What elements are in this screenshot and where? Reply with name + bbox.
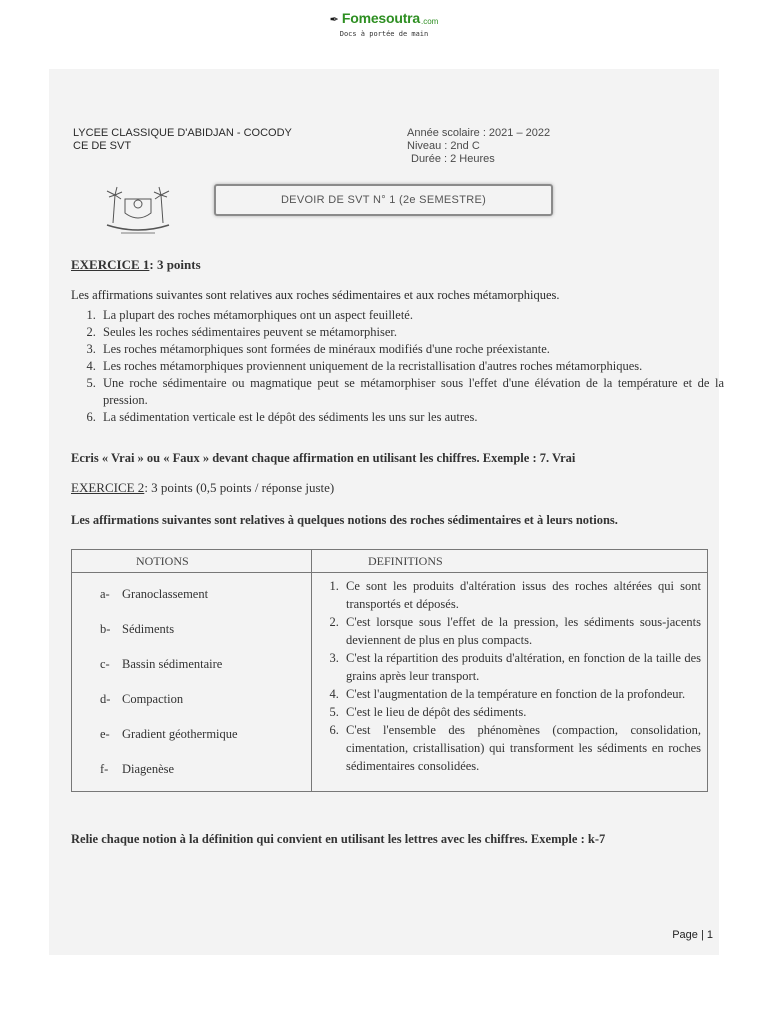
list-item: 6. La sédimentation verticale est le dépôt des sédiments les uns sur les autres. [99, 409, 724, 426]
exam-title: DEVOIR DE SVT N° 1 (2e SEMESTRE) [214, 184, 553, 216]
coat-of-arms-icon [101, 181, 175, 241]
list-item [100, 752, 305, 787]
notion-text: Sédiments [122, 622, 175, 636]
list-item: 2. C'est lorsque sous l'effet de la pression, les sédiments sous-jacents deviennent de plus en plus compacts. [342, 613, 701, 649]
school-year: Année scolaire : 2021 – 2022 [407, 127, 551, 139]
exercise1-instruction: Ecris « Vrai » ou « Faux » devant chaque affirmation en utilisant les chiffres. Exemple : 7. Vrai [71, 451, 576, 465]
notions-table [71, 549, 708, 792]
notion-text: Compaction [122, 692, 184, 706]
notion-text: Bassin sédimentaire [122, 657, 223, 671]
level: Niveau : 2nd C [407, 140, 480, 152]
notions-list [78, 577, 305, 787]
duration: Durée : 2 Heures [411, 153, 495, 165]
list-item: 2. Seules les roches sédimentaires peuvent se métamorphiser. [99, 324, 724, 341]
exercise1-label: EXERCICE 1 [71, 257, 150, 272]
notion-text: Diagenèse [122, 762, 175, 776]
brand-name: Fomesoutra [341, 10, 420, 26]
exercise2-label: EXERCICE 2 [71, 480, 145, 495]
list-item: 6. C'est l'ensemble des phénomènes (compaction, consolidation, cimentation, cristallisation) qui transforment les sédiments en roches sédimentaires consolidées. [342, 721, 701, 775]
brand-domain: .com [421, 17, 439, 26]
exercise1-intro: Les affirmations suivantes sont relatives aux roches sédimentaires et aux roches métamorphiques. [71, 288, 560, 302]
notions-cell [72, 573, 312, 792]
list-item [100, 717, 305, 752]
exercise2-points: : 3 points (0,5 points / réponse juste) [144, 480, 335, 495]
notion-letter: e- [100, 727, 110, 741]
notion-letter: a- [100, 587, 110, 601]
list-item: 4. C'est l'augmentation de la température en fonction de la profondeur. [342, 685, 701, 703]
page-number: Page | 1 [672, 929, 713, 941]
list-item [100, 647, 305, 682]
list-item: 1. La plupart des roches métamorphiques ont un aspect feuilleté. [99, 307, 724, 324]
definitions-list [318, 577, 701, 775]
list-item: 4. Les roches métamorphiques proviennent uniquement de la recristallisation d'autres roches métamorphiques. [99, 358, 724, 375]
column-header-definitions: DEFINITIONS [312, 550, 708, 573]
exercise1-affirmations [75, 307, 724, 426]
list-item: 5. C'est le lieu de dépôt des sédiments. [342, 703, 701, 721]
list-item [100, 682, 305, 717]
exercise2-instruction: Relie chaque notion à la définition qui convient en utilisant les lettres avec les chiffres. Exemple : k-7 [71, 832, 606, 846]
notion-text: Granoclassement [122, 587, 209, 601]
school-info [73, 127, 292, 153]
document-page [49, 69, 724, 955]
brand-tagline: Docs à portée de main [339, 30, 429, 38]
list-item: 3. Les roches métamorphiques sont formées de minéraux modifiés d'une roche préexistante. [99, 341, 724, 358]
column-header-notions: NOTIONS [72, 550, 312, 573]
logo-icon: ✒ [329, 13, 339, 26]
list-item: 3. C'est la répartition des produits d'altération, en fonction de la taille des grains après leur transport. [342, 649, 701, 685]
notion-letter: f- [100, 762, 109, 776]
exercise1-heading [71, 257, 201, 273]
exam-info [407, 127, 550, 166]
brand-header [0, 10, 768, 38]
definitions-cell [312, 573, 708, 792]
exercise2-heading [71, 480, 334, 496]
department: CE DE SVT [73, 140, 132, 152]
school-name: LYCEE CLASSIQUE D'ABIDJAN - COCODY [73, 127, 292, 139]
list-item: 1. Ce sont les produits d'altération issus des roches altérées qui sont transportés et déposés. [342, 577, 701, 613]
exercise1-points: : 3 points [149, 257, 201, 272]
exercise2-intro: Les affirmations suivantes sont relatives à quelques notions des roches sédimentaires et à leurs notions. [71, 513, 618, 527]
notion-letter: c- [100, 657, 110, 671]
brand-logo [330, 10, 439, 26]
list-item: 5. Une roche sédimentaire ou magmatique peut se métamorphiser sous l'effet d'une élévation de la température et de la pression. [99, 375, 724, 409]
list-item [100, 577, 305, 612]
notion-letter: b- [100, 622, 111, 636]
notion-text: Gradient géothermique [122, 727, 238, 741]
list-item [100, 612, 305, 647]
notion-letter: d- [100, 692, 111, 706]
